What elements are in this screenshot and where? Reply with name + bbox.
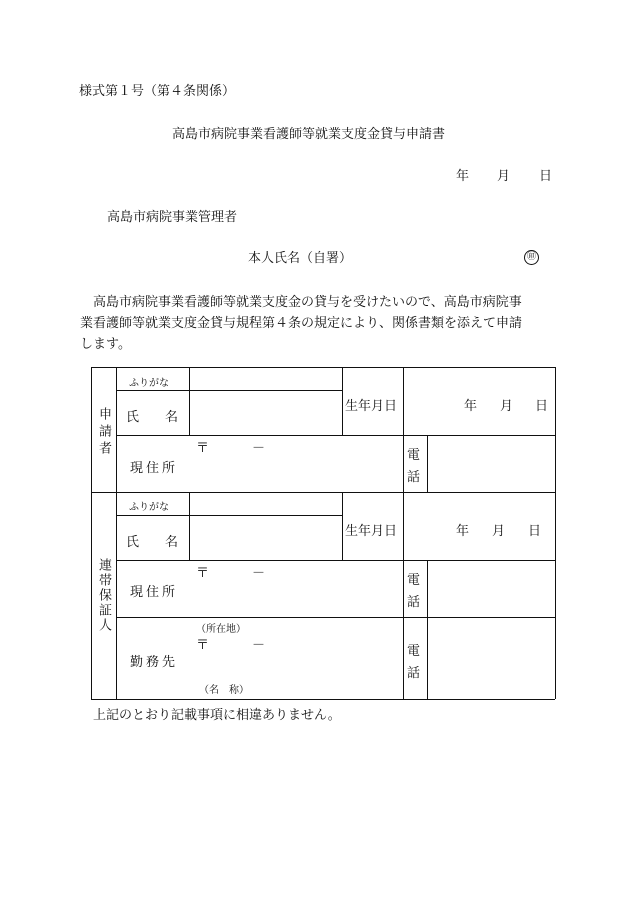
applicant-birth-day: 日 <box>535 399 549 414</box>
workplace-phone-label-1: 電 <box>407 644 421 659</box>
guarantor-birth-year: 年 <box>456 524 470 539</box>
applicant-phone-field[interactable] <box>428 436 554 491</box>
form-number: 様式第１号（第４条関係） <box>79 84 236 99</box>
workplace-field[interactable] <box>190 618 402 698</box>
applicant-postal-mark: 〒 <box>196 441 210 456</box>
applicant-birthdate-label: 生年月日 <box>345 399 398 414</box>
workplace-phone-field[interactable] <box>428 618 554 698</box>
applicant-name-field[interactable] <box>190 391 341 434</box>
guarantor-phone-label-2: 話 <box>407 595 421 610</box>
guarantor-address-label: 現住所 <box>130 585 179 600</box>
addressee: 高島市病院事業管理者 <box>107 210 238 225</box>
applicant-furigana-label: ふりがな <box>129 378 169 389</box>
applicant-birth-year: 年 <box>464 399 478 414</box>
guarantor-name-label: 氏 名 <box>126 535 179 550</box>
guarantor-address-field[interactable] <box>190 561 402 616</box>
guarantor-furigana-label: ふりがな <box>129 502 169 513</box>
workplace-location-note: （所在地） <box>196 624 246 635</box>
guarantor-birth-month: 月 <box>492 524 506 539</box>
body-line-1: 高島市病院事業看護師等就業支度金の貸与を受けたいので、高島市病院事 <box>93 295 522 310</box>
guarantor-name-field[interactable] <box>190 516 341 559</box>
workplace-postal-dash: － <box>252 638 266 653</box>
workplace-name-note: （名 称） <box>199 685 249 696</box>
guarantor-label: 連帯保証人 <box>96 557 111 633</box>
guarantor-phone-field[interactable] <box>428 561 554 616</box>
applicant-furigana-field[interactable] <box>190 368 341 389</box>
body-line-2: 業看護師等就業支度金貸与規程第４条の規定により、関係書類を添えて申請 <box>80 316 523 331</box>
applicant-address-label: 現住所 <box>130 461 179 476</box>
applicant-postal-dash: － <box>252 441 266 456</box>
signature-label: 本人氏名（自署） <box>248 251 353 266</box>
applicant-phone-label-2: 話 <box>407 470 421 485</box>
guarantor-birth-day: 日 <box>528 524 542 539</box>
date-day: 日 <box>539 169 553 184</box>
document-title: 高島市病院事業看護師等就業支度金貸与申請書 <box>172 127 446 142</box>
declaration-statement: 上記のとおり記載事項に相違ありません。 <box>93 708 341 723</box>
applicant-label: 申請者 <box>96 406 111 458</box>
guarantor-postal-mark: 〒 <box>196 566 210 581</box>
date-month: 月 <box>497 169 511 184</box>
guarantor-phone-label-1: 電 <box>407 573 421 588</box>
applicant-phone-label-1: 電 <box>407 448 421 463</box>
applicant-birth-month: 月 <box>500 399 514 414</box>
date-year: 年 <box>456 169 470 184</box>
workplace-phone-label-2: 話 <box>407 666 421 681</box>
body-line-3: します。 <box>80 337 131 352</box>
guarantor-furigana-field[interactable] <box>190 493 341 514</box>
guarantor-postal-dash: － <box>252 566 266 581</box>
guarantor-workplace-label: 勤務先 <box>130 655 179 670</box>
guarantor-birthdate-label: 生年月日 <box>345 524 398 539</box>
workplace-postal-mark: 〒 <box>196 638 210 653</box>
applicant-name-label: 氏 名 <box>126 410 179 425</box>
seal-mark: ㊞ <box>524 248 539 265</box>
applicant-address-field[interactable] <box>190 436 402 491</box>
